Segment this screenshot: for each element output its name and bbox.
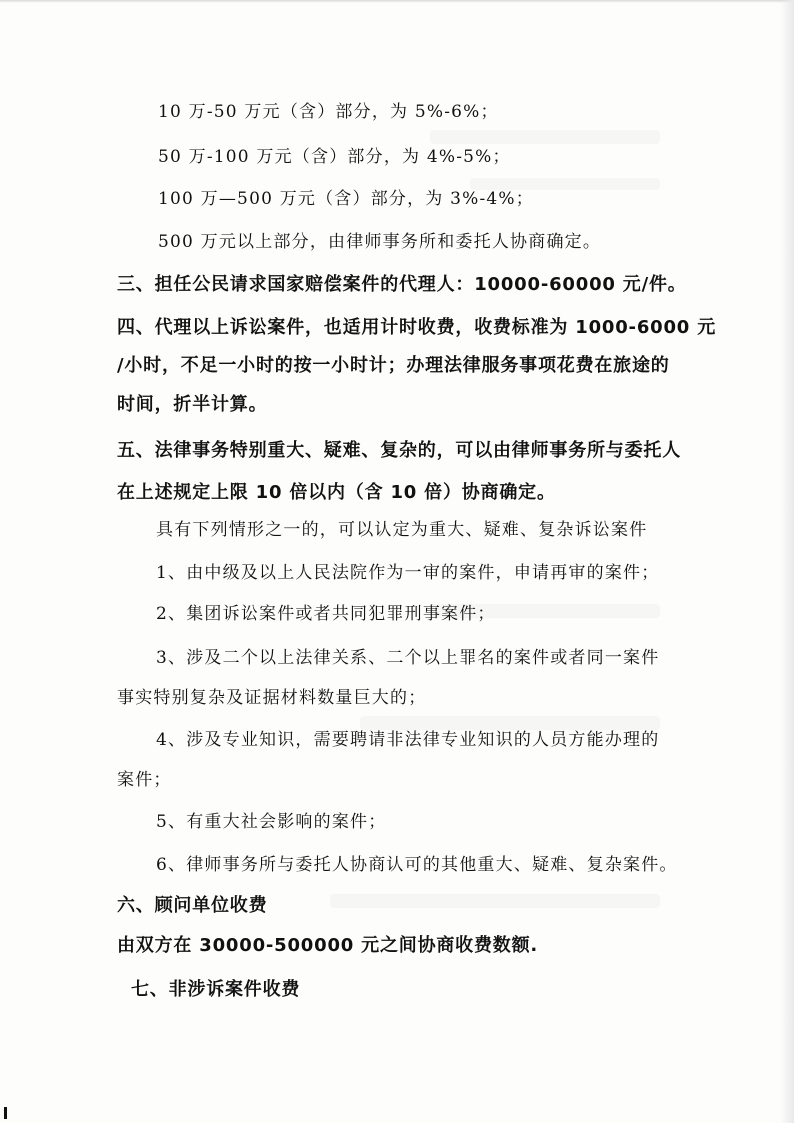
bleed-through-shadow [330, 894, 660, 908]
section-five-paragraph: 在上述规定上限 10 倍以内（含 10 倍）协商确定。 [117, 482, 556, 503]
section-three-heading: 三、担任公民请求国家赔偿案件的代理人：10000-60000 元/件。 [117, 274, 687, 295]
scan-edge-top [0, 0, 794, 3]
bleed-through-shadow [360, 716, 660, 730]
fee-tier-line: 100 万—500 万元（含）部分，为 3%-4%； [158, 189, 534, 209]
scan-margin-mark [4, 1107, 7, 1119]
fee-tier-line: 500 万元以上部分，由律师事务所和委托人协商确定。 [158, 232, 602, 252]
section-six-body: 由双方在 30000-500000 元之间协商收费数额. [117, 935, 539, 956]
section-four-paragraph: 四、代理以上诉讼案件，也适用计时收费，收费标准为 1000-6000 元 [117, 317, 716, 338]
criteria-item: 5、有重大社会影响的案件； [156, 812, 387, 832]
criteria-intro: 具有下列情形之一的，可以认定为重大、疑难、复杂诉讼案件 [156, 520, 648, 540]
criteria-item: 6、律师事务所与委托人协商认可的其他重大、疑难、复杂案件。 [156, 855, 678, 875]
criteria-item: 1、由中级及以上人民法院作为一审的案件，申请再审的案件； [156, 563, 660, 583]
criteria-item: 3、涉及二个以上法律关系、二个以上罪名的案件或者同一案件 [156, 648, 660, 668]
criteria-item-continuation: 事实特别复杂及证据材料数量巨大的； [117, 688, 427, 708]
section-six-heading: 六、顾问单位收费 [117, 895, 268, 916]
fee-tier-line: 10 万-50 万元（含）部分，为 5%-6%； [158, 102, 499, 122]
section-four-paragraph: 时间，折半计算。 [117, 394, 268, 415]
section-seven-heading: 七、非涉诉案件收费 [131, 979, 301, 1000]
section-five-paragraph: 五、法律事务特别重大、疑难、复杂的，可以由律师事务所与委托人 [117, 440, 681, 461]
section-four-paragraph: /小时，不足一小时的按一小时计；办理法律服务事项花费在旅途的 [117, 355, 670, 376]
criteria-item: 4、涉及专业知识，需要聘请非法律专业知识的人员方能办理的 [156, 730, 660, 750]
criteria-item: 2、集团诉讼案件或者共同犯罪刑事案件； [156, 604, 496, 624]
bleed-through-shadow [430, 130, 660, 144]
fee-tier-line: 50 万-100 万元（含）部分，为 4%-5%； [158, 147, 511, 167]
criteria-item-continuation: 案件； [117, 770, 172, 790]
scan-edge-right [780, 0, 794, 1123]
